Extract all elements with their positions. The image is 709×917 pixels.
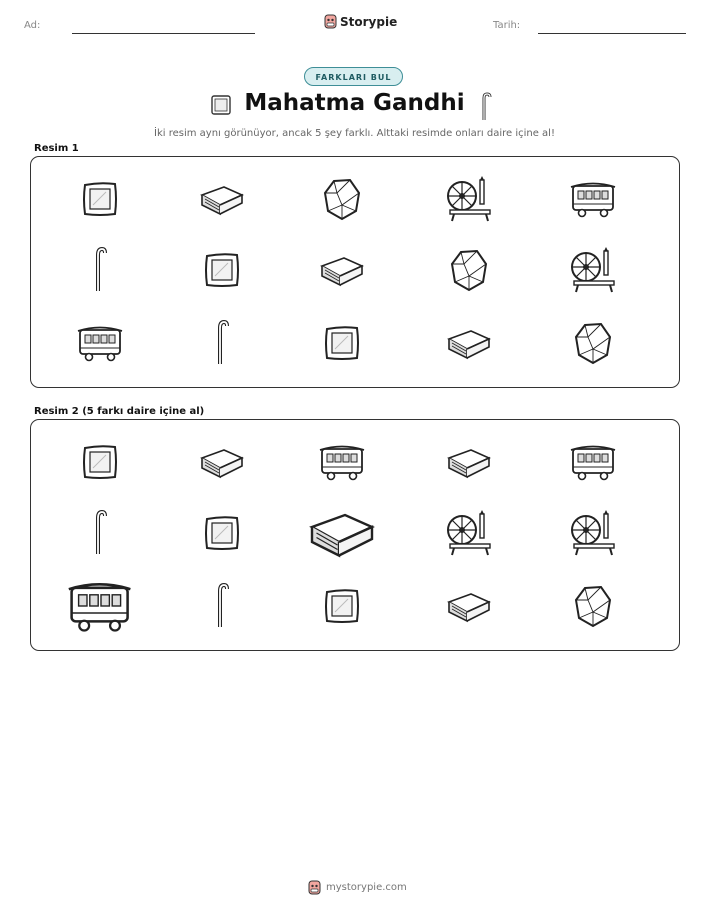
- spinning-wheel-icon[interactable]: [444, 510, 494, 560]
- storypie-mascot-icon: [324, 14, 337, 29]
- stone-icon[interactable]: [573, 321, 613, 369]
- train-icon[interactable]: [569, 442, 617, 486]
- frame-icon[interactable]: [322, 586, 362, 630]
- train-icon[interactable]: [569, 179, 617, 223]
- frame-icon[interactable]: [80, 442, 120, 486]
- picture1-panel: [30, 156, 680, 388]
- instructions: İki resim aynı görünüyor, ancak 5 şey farklı. Alttaki resimde onları daire içine al!: [154, 128, 555, 139]
- train-icon[interactable]: [76, 323, 124, 367]
- footer: [308, 880, 407, 895]
- book-icon[interactable]: [445, 588, 493, 628]
- book-icon[interactable]: [198, 444, 246, 484]
- book-icon[interactable]: [318, 252, 366, 292]
- book-icon[interactable]: [306, 506, 378, 564]
- footer-url: mystorypie.com: [326, 882, 407, 893]
- cane-icon[interactable]: [215, 583, 229, 633]
- cane-icon[interactable]: [93, 510, 107, 560]
- picture2-panel: [30, 419, 680, 651]
- cane-icon[interactable]: [93, 247, 107, 297]
- date-line[interactable]: [538, 33, 686, 34]
- stone-icon[interactable]: [322, 177, 362, 225]
- cane-icon: [480, 92, 492, 122]
- brand-logo: [324, 14, 397, 29]
- book-icon[interactable]: [445, 325, 493, 365]
- spinning-wheel-icon[interactable]: [568, 247, 618, 297]
- brand-name: Storypie: [340, 14, 398, 29]
- storypie-mascot-icon: [308, 880, 321, 895]
- stone-icon[interactable]: [573, 584, 613, 632]
- frame-icon[interactable]: [80, 179, 120, 223]
- train-icon[interactable]: [318, 442, 366, 486]
- picture2-label: Resim 2 (5 farkı daire içine al): [34, 406, 205, 417]
- frame-icon[interactable]: [202, 250, 242, 294]
- frame-icon[interactable]: [322, 323, 362, 367]
- date-label: Tarih:: [493, 20, 521, 31]
- name-label: Ad:: [24, 20, 41, 31]
- cane-icon[interactable]: [215, 320, 229, 370]
- name-line[interactable]: [72, 33, 255, 34]
- spinning-wheel-icon[interactable]: [568, 510, 618, 560]
- train-icon[interactable]: [66, 578, 133, 638]
- stone-icon[interactable]: [449, 248, 489, 296]
- page-title: Mahatma Gandhi: [244, 90, 465, 116]
- activity-badge: FARKLARI BUL: [304, 67, 403, 86]
- frame-icon[interactable]: [202, 513, 242, 557]
- book-icon[interactable]: [198, 181, 246, 221]
- spinning-wheel-icon[interactable]: [444, 176, 494, 226]
- picture1-label: Resim 1: [34, 143, 79, 154]
- book-icon[interactable]: [445, 444, 493, 484]
